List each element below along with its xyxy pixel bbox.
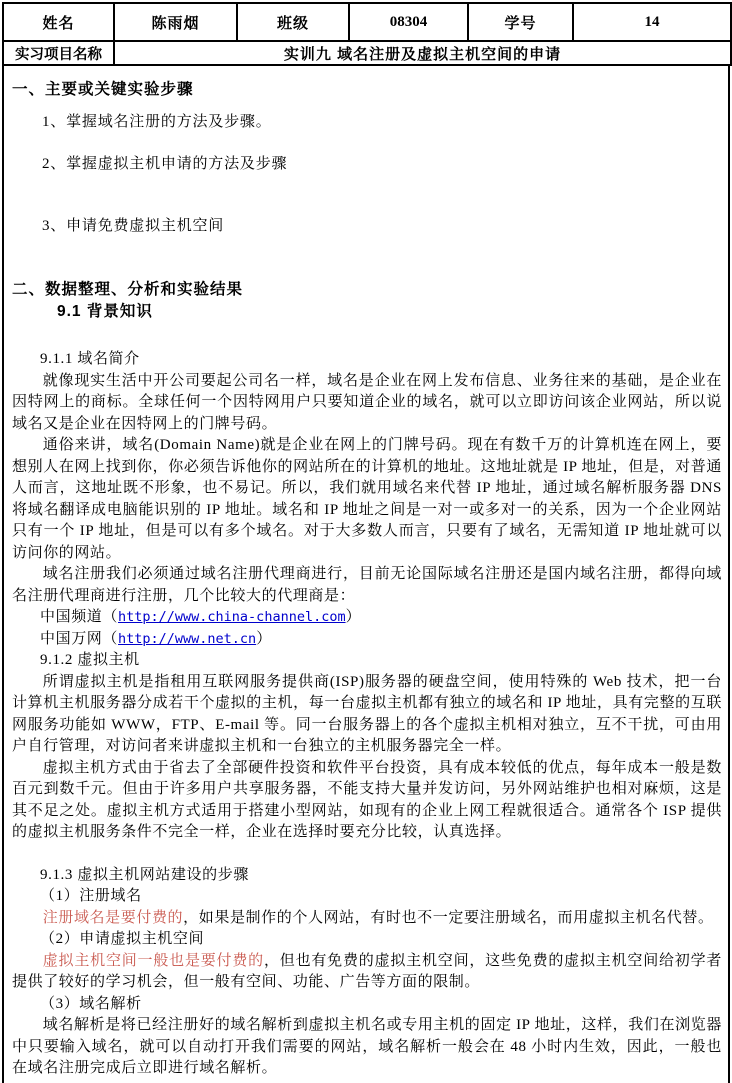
title-9-1-1: 9.1.1 域名简介 [40,351,140,367]
paragraph-register-domain-rest: ，如果是制作的个人网站，有时也不一定要注册域名，而用虚拟主机名代替。 [183,909,714,926]
header-table [2,2,732,66]
paragraph-apply-host-space [12,951,722,994]
paragraph-domain-intro-2: 通俗来讲，域名(Domain Name)就是企业在网上的门牌号码。现在有数千万的计算机连在网上，要想别人在网上找到你，你必须告诉他你的网站所在的计算机的地址。这地址就是 IP 地址，但是，对普通人而言，这地址既不形象，也不易记。所以，我们就用域名来代替 IP 地址，通过域名解析服务器 DNS 将域名翻译成电脑能识别的 IP 地址。域名和 IP 地址之间是一对一或多对一的关系，因为一个企业网站只有一个 IP 地址，但是可以有多个域名。对于大多数人而言，只要有了域名，无需知道 IP 地址就可以访问你的网站。 [12,437,722,561]
step-label-apply-host-space: （2）申请虚拟主机空间 [40,931,205,947]
section2-subheading: 9.1 背景知识 [57,303,153,320]
student-id-value: 14 [573,3,731,41]
paragraph-virtual-host-1: 所谓虚拟主机是指租用互联网服务提供商(ISP)服务器的硬盘空间，使用特殊的 Web 技术，把一台计算机主机服务器分成若干个虚拟的主机，每一台虚拟主机都有独立的域名和 IP 地址，具有完整的互联网服务功能如 WWW，FTP、E-mail 等。同一台服务器上的各个虚拟主机相对独立，互不干扰，可由用户自行管理，对访问者来讲虚拟主机和一台独立的主机服务器完全一样。 [12,673,722,754]
registrar-name-suffix: ） [256,630,272,647]
red-note-host-fee: 虚拟主机空间一般也是要付费的 [42,952,264,969]
blank-line [12,844,722,865]
section2-heading: 二、数据整理、分析和实验结果 [12,281,244,298]
step-item-1: 1、掌握域名注册的方法及步骤。 [42,114,272,130]
paragraph-domain-registrars: 域名注册我们必须通过域名注册代理商进行，目前无论国际域名注册还是国内域名注册，都得向域名注册代理商进行注册，几个比较大的代理商是： [12,566,722,604]
paragraph-virtual-host-2: 虚拟主机方式由于省去了全部硬件投资和软件平台投资，具有成本较低的优点，每年成本一般是数百元到数千元。但由于许多用户共享服务器，不能支持大量并发访问，另外网站维护也相对麻烦，这是其不足之处。虚拟主机方式适用于搭建小型网站，如现有的企业上网工程就很适合。通常各个 ISP 提供的虚拟主机服务条件不完全一样，企业在选择时要充分比较，认真选择。 [12,759,722,840]
title-9-1-3: 9.1.3 虚拟主机网站建设的步骤 [40,866,249,883]
registrar-name-prefix: 中国万网（ [40,630,119,647]
net-cn-link[interactable]: http://www.net.cn [118,630,257,647]
paragraph-apply-host-space-rest: ，但也有免费的虚拟主机空间，这些免费的虚拟主机空间给初学者提供了较好的学习机会，但一般有空间、功能、广告等方面的限制。 [12,952,722,990]
project-name-label: 实习项目名称 [3,41,114,65]
name-label: 姓名 [3,3,114,41]
registrar-name-prefix: 中国频道（ [40,609,119,625]
registrar-line-net-cn [40,629,722,651]
report-body [2,66,730,1083]
step-label-domain-resolution: （3）域名解析 [40,995,142,1012]
registrar-line-china-channel [40,607,722,629]
red-note-domain-fee: 注册域名是要付费的 [42,909,184,926]
paragraph-register-domain [12,908,722,930]
class-label: 班级 [237,3,349,41]
paragraph-domain-intro-1: 就像现实生活中开公司要起公司名一样，域名是企业在网上发布信息、业务往来的基础，是企业在因特网上的商标。全球任何一个因特网用户只要知道企业的域名，就可以立即访问该企业网站，所以说域名又是企业在因特网上的门牌号码。 [12,372,722,432]
step-item-3: 3、申请免费虚拟主机空间 [42,218,225,234]
title-9-1-2: 9.1.2 虚拟主机 [40,652,140,668]
step-label-register-domain: （1）注册域名 [40,888,142,904]
section1-heading: 一、主要或关键实验步骤 [12,81,194,98]
paragraph-domain-resolution: 域名解析是将已经注册好的域名解析到虚拟主机名或专用主机的固定 IP 地址，这样，我们在浏览器中只要输入域名，就可以自动打开我们需要的网站，域名解析一般会在 48 小时内生效，因此，一般也在域名注册完成后立即进行域名解析。 [12,1017,722,1076]
registrar-name-suffix: ） [345,609,362,625]
name-value: 陈雨烟 [114,3,237,41]
student-id-label: 学号 [468,3,573,41]
class-value: 08304 [349,3,468,41]
step-item-2: 2、掌握虚拟主机申请的方法及步骤 [42,156,288,172]
china-channel-link[interactable]: http://www.china-channel.com [118,609,346,625]
project-name-value: 实训九 域名注册及虚拟主机空间的申请 [114,41,731,65]
